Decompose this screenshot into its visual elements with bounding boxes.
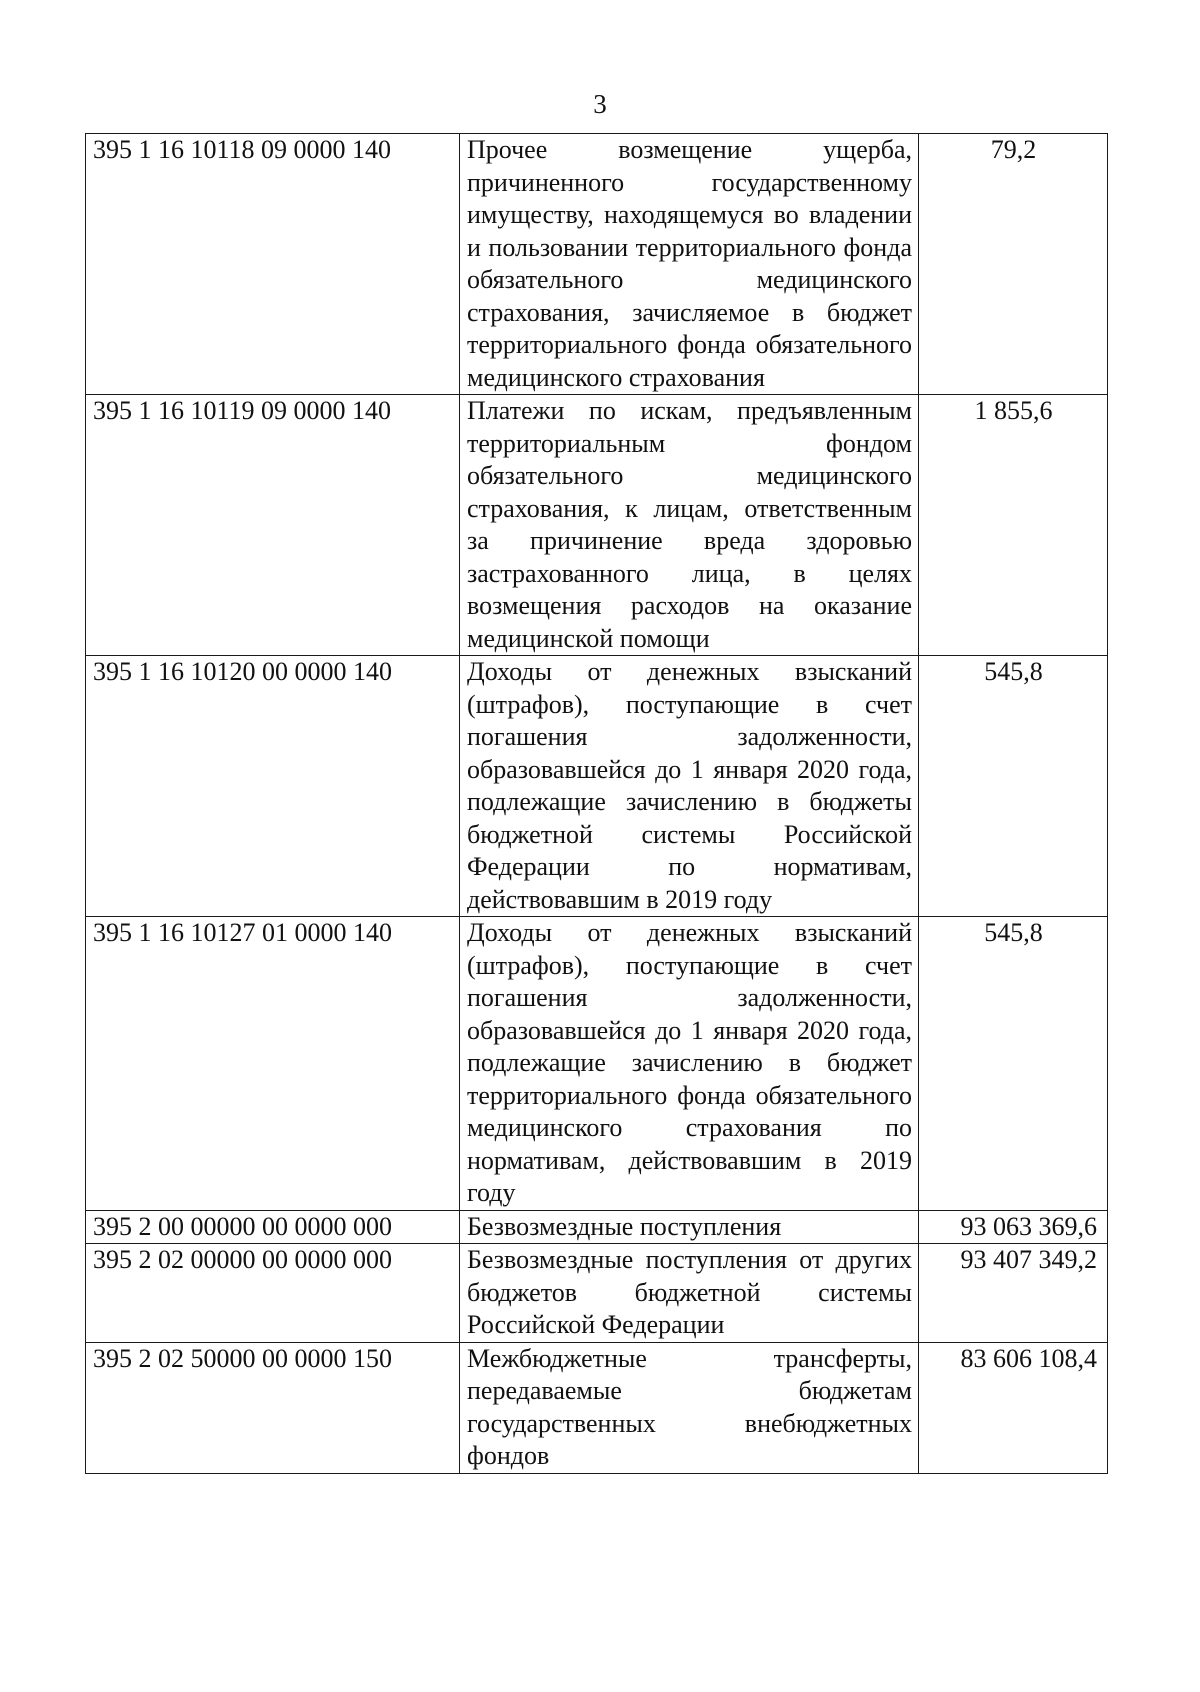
table-row [86, 1210, 1108, 1244]
revenue-name-cell: Безвозмездные поступления [460, 1210, 919, 1244]
revenue-name-cell: Межбюджетные трансферты, передаваемые бюджетам государственных внебюджетных фондов [460, 1342, 919, 1473]
budget-code-cell: 395 1 16 10119 09 0000 140 [86, 395, 460, 656]
budget-code-cell: 395 1 16 10127 01 0000 140 [86, 917, 460, 1211]
amount-cell: 79,2 [919, 134, 1108, 395]
table-row [86, 395, 1108, 656]
amount-cell: 83 606 108,4 [919, 1342, 1108, 1473]
amount-cell: 545,8 [919, 656, 1108, 917]
budget-code-cell: 395 1 16 10118 09 0000 140 [86, 134, 460, 395]
amount-cell: 545,8 [919, 917, 1108, 1211]
table-row [86, 917, 1108, 1211]
table-row [86, 1342, 1108, 1473]
revenue-name-cell: Доходы от денежных взысканий (штрафов), поступающие в счет погашения задолженности, образовавшейся до 1 января 2020 года, подлежащие зачислению в бюджеты бюджетной системы Российской Федерации по нормативам, действовавшим в 2019 году [460, 656, 919, 917]
budget-code-cell: 395 2 02 50000 00 0000 150 [86, 1342, 460, 1473]
table-row [86, 134, 1108, 395]
budget-code-cell: 395 2 02 00000 00 0000 000 [86, 1244, 460, 1343]
budget-code-cell: 395 1 16 10120 00 0000 140 [86, 656, 460, 917]
amount-cell: 1 855,6 [919, 395, 1108, 656]
page-number: 3 [593, 89, 607, 119]
table-row [86, 1244, 1108, 1343]
revenue-table [85, 133, 1108, 1474]
revenue-name-cell: Платежи по искам, предъявленным территориальным фондом обязательного медицинского страхования, к лицам, ответственным за причинение вреда здоровью застрахованного лица, в целях возмещения расходов на оказание медицинской помощи [460, 395, 919, 656]
revenue-name-cell: Прочее возмещение ущерба, причиненного государственному имуществу, находящемуся во владении и пользовании территориального фонда обязательного медицинского страхования, зачисляемое в бюджет территориального фонда обязательного медицинского страхования [460, 134, 919, 395]
revenue-name-cell: Безвозмездные поступления от других бюджетов бюджетной системы Российской Федерации [460, 1244, 919, 1343]
amount-cell: 93 063 369,6 [919, 1210, 1108, 1244]
amount-cell: 93 407 349,2 [919, 1244, 1108, 1343]
revenue-name-cell: Доходы от денежных взысканий (штрафов), поступающие в счет погашения задолженности, образовавшейся до 1 января 2020 года, подлежащие зачислению в бюджет территориального фонда обязательного медицинского страхования по нормативам, действовавшим в 2019 году [460, 917, 919, 1211]
budget-code-cell: 395 2 00 00000 00 0000 000 [86, 1210, 460, 1244]
table-row [86, 656, 1108, 917]
